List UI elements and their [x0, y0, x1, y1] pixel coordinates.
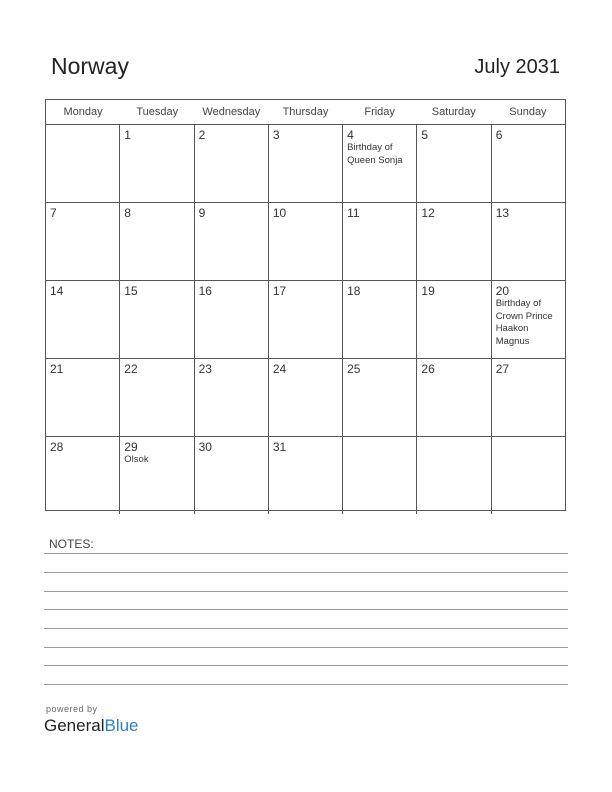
day-number: 15	[124, 284, 138, 298]
weekday-sunday: Sunday	[509, 106, 547, 118]
week-row	[46, 281, 565, 359]
day-cell	[119, 281, 193, 358]
week-row	[46, 125, 565, 203]
day-cell	[491, 203, 565, 280]
day-number: 28	[50, 440, 64, 454]
day-number: 18	[347, 284, 361, 298]
day-number: 13	[495, 206, 510, 220]
weekday-saturday: Saturday	[431, 106, 476, 118]
day-number: 5	[421, 128, 429, 142]
day-number: 12	[421, 206, 435, 220]
day-cell	[416, 125, 490, 202]
day-cell	[342, 281, 416, 358]
day-cell	[342, 203, 416, 280]
week-row	[46, 203, 565, 281]
powered-by-text: powered by	[46, 704, 98, 714]
day-number: 31	[272, 440, 287, 454]
day-number: 6	[495, 128, 503, 142]
day-cell	[194, 359, 268, 436]
weekday-tuesday: Tuesday	[136, 106, 179, 118]
note-line	[44, 684, 568, 685]
day-cell	[342, 437, 416, 514]
day-cell	[416, 281, 490, 358]
week-row	[46, 359, 565, 437]
day-number: 17	[272, 284, 287, 298]
day-cell	[119, 359, 193, 436]
day-number: 14	[50, 284, 64, 298]
weekday-thursday: Thursday	[282, 106, 329, 118]
day-number: 27	[495, 362, 510, 376]
notes-label: NOTES:	[49, 537, 94, 551]
day-cell	[342, 359, 416, 436]
day-cell	[46, 281, 119, 358]
day-number: 16	[198, 284, 212, 298]
day-cell	[416, 437, 490, 514]
day-cell	[119, 437, 193, 514]
generalblue-logo	[44, 717, 139, 734]
day-number: 8	[124, 206, 131, 220]
day-number: 29	[124, 440, 138, 454]
day-cell	[491, 125, 565, 202]
holiday-label: Birthday of Crown Prince Haakon Magnus	[495, 298, 553, 347]
day-cell	[194, 203, 268, 280]
month-title: July 2031	[474, 56, 560, 78]
note-line	[44, 553, 568, 554]
day-number: 30	[198, 440, 212, 454]
weekday-friday: Friday	[364, 106, 395, 118]
day-cell	[46, 437, 119, 514]
holiday-label: Olsok	[124, 454, 149, 465]
note-line	[44, 665, 568, 666]
day-cell	[416, 203, 490, 280]
day-cell	[119, 125, 193, 202]
day-cell	[46, 203, 119, 280]
day-cell	[268, 359, 342, 436]
day-cell	[491, 281, 565, 358]
holiday-label: Birthday of Queen Sonja	[347, 142, 403, 166]
week-row	[46, 437, 565, 514]
day-cell	[268, 125, 342, 202]
weekday-wednesday: Wednesday	[202, 106, 261, 118]
day-cell	[268, 281, 342, 358]
note-line	[44, 628, 568, 629]
day-cell	[194, 125, 268, 202]
note-line	[44, 591, 568, 592]
note-line	[44, 647, 568, 648]
day-number: 7	[50, 206, 57, 220]
brand-name-part2: Blue	[104, 716, 139, 735]
day-number: 3	[272, 128, 280, 142]
day-number: 26	[421, 362, 435, 376]
day-cell	[491, 359, 565, 436]
note-line	[44, 572, 568, 573]
day-cell	[194, 281, 268, 358]
day-number: 1	[124, 128, 131, 142]
calendar-grid	[45, 99, 566, 511]
day-cell	[491, 437, 565, 514]
day-cell	[268, 437, 342, 514]
country-title: Norway	[51, 53, 129, 79]
day-number: 20	[495, 284, 510, 298]
day-cell	[268, 203, 342, 280]
day-number: 22	[124, 362, 138, 376]
day-number: 9	[198, 206, 206, 220]
day-cell	[194, 437, 268, 514]
day-number: 23	[198, 362, 212, 376]
day-number: 10	[272, 206, 287, 220]
day-number: 2	[198, 128, 206, 142]
day-number: 21	[50, 362, 64, 376]
day-cell	[46, 125, 119, 202]
day-cell	[119, 203, 193, 280]
day-cell	[416, 359, 490, 436]
weekday-header-row	[46, 100, 565, 125]
day-number: 24	[272, 362, 287, 376]
day-cell	[46, 359, 119, 436]
note-line	[44, 609, 568, 610]
day-number: 25	[347, 362, 361, 376]
brand-name-part1: General	[44, 716, 105, 735]
day-number: 11	[347, 206, 360, 220]
day-cell	[342, 125, 416, 202]
day-number: 19	[421, 284, 435, 298]
weekday-monday: Monday	[63, 106, 103, 118]
day-number: 4	[347, 128, 354, 142]
